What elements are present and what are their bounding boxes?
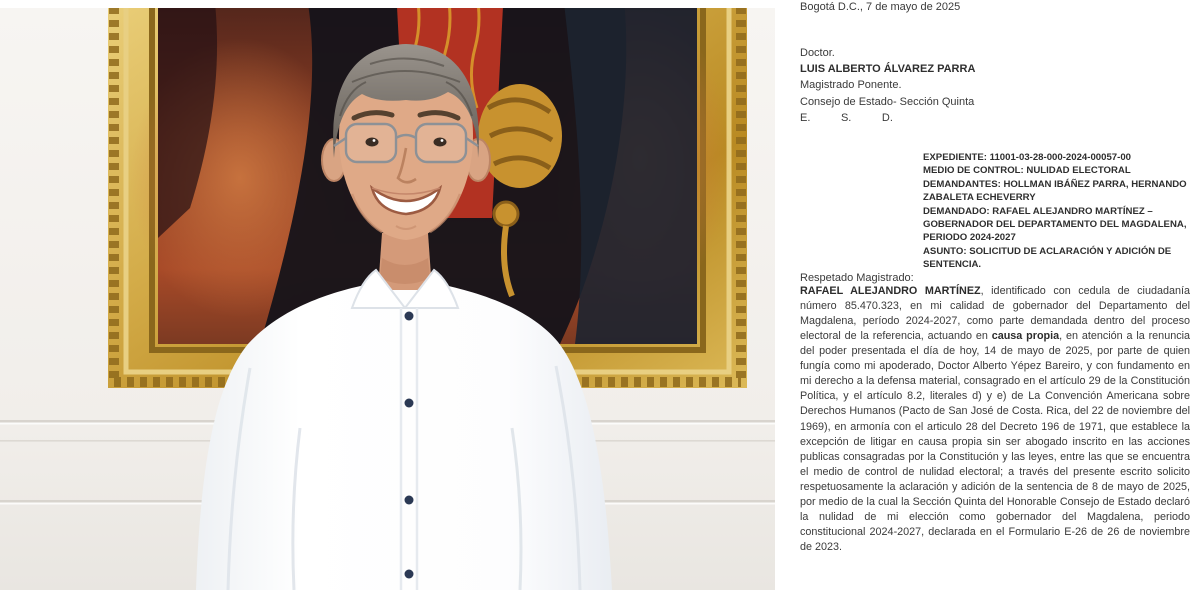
reference-line: MEDIO DE CONTROL: NULIDAD ELECTORAL	[923, 165, 1131, 177]
recipient-name: LUIS ALBERTO ÁLVAREZ PARRA	[800, 63, 976, 76]
reference-line: ASUNTO: SOLICITUD DE ACLARACIÓN Y ADICIÓN DE SENTENCIA.	[923, 245, 1172, 271]
letter-document	[800, 0, 1190, 600]
letter-body: RAFAEL ALEJANDRO MARTÍNEZ, identificado con cedula de ciudadanía número 85.470.323, en mi calidad de gobernador del Departamento del Magdalena, período 2024-2027, como parte demandada dentro del proceso electoral de la referencia, actuando en causa propia, en atención a la renuncia del poder presentada el día de hoy, 14 de mayo de 2025, por parte de quien fungía como mi apoderado, Doctor Alberto Yépez Bareiro, y con fundamento en mi derecho a la defensa material, consagrado en el artículo 29 de la Constitución Política, y el artículo 8.2, literales d) y e) de La Convención Americana sobre Derechos Humanos (Pacto de San José de Costa. Rica, del 22 de noviembre del 1969), en armonía con el articulo 28 del Decreto 196 de 1971, que establece la excepción de litigar en causa propia sin ser abogado inscrito en las acciones publicas consagradas por la Constitución y las leyes, entre las que se encuentra el medio de control de nulidad electoral; a través del presente escrito solicito respetuosamente la aclaración y adición de la sentencia de 8 de mayo de 2025, por medio de la cual la Sección Quinta del Honorable Consejo de Estado declaró la nulidad de mi elección como gobernador del Magdalena, periodo constitucional 2024-2027, declarada en el Formulario E-26 de 26 de noviembre de 2023.	[800, 284, 1191, 554]
recipient-esd: E. S. D.	[800, 111, 893, 124]
recipient-role: Magistrado Ponente.	[800, 79, 902, 92]
recipient-entity: Consejo de Estado- Sección Quinta	[800, 95, 975, 108]
letter-date: Bogotá D.C., 7 de mayo de 2025	[800, 1, 961, 13]
recipient-salutation: Doctor.	[800, 47, 835, 59]
letter-greeting: Respetado Magistrado:	[800, 271, 914, 284]
reference-line: EXPEDIENTE: 11001-03-28-000-2024-00057-00	[923, 152, 1131, 164]
photo-gobernador-portrait	[0, 8, 775, 590]
reference-line: DEMANDADO: RAFAEL ALEJANDRO MARTÍNEZ – GOBERNADOR DEL DEPARTAMENTO DEL MAGDALENA, PERIODO 2024-2027	[923, 205, 1187, 244]
recipient-block	[800, 45, 1190, 126]
case-reference-block	[923, 151, 1189, 272]
photo-illustration	[0, 8, 775, 590]
reference-line: DEMANDANTES: HOLLMAN IBÁÑEZ PARRA, HERNANDO ZABALETA ECHEVERRY	[923, 178, 1187, 204]
